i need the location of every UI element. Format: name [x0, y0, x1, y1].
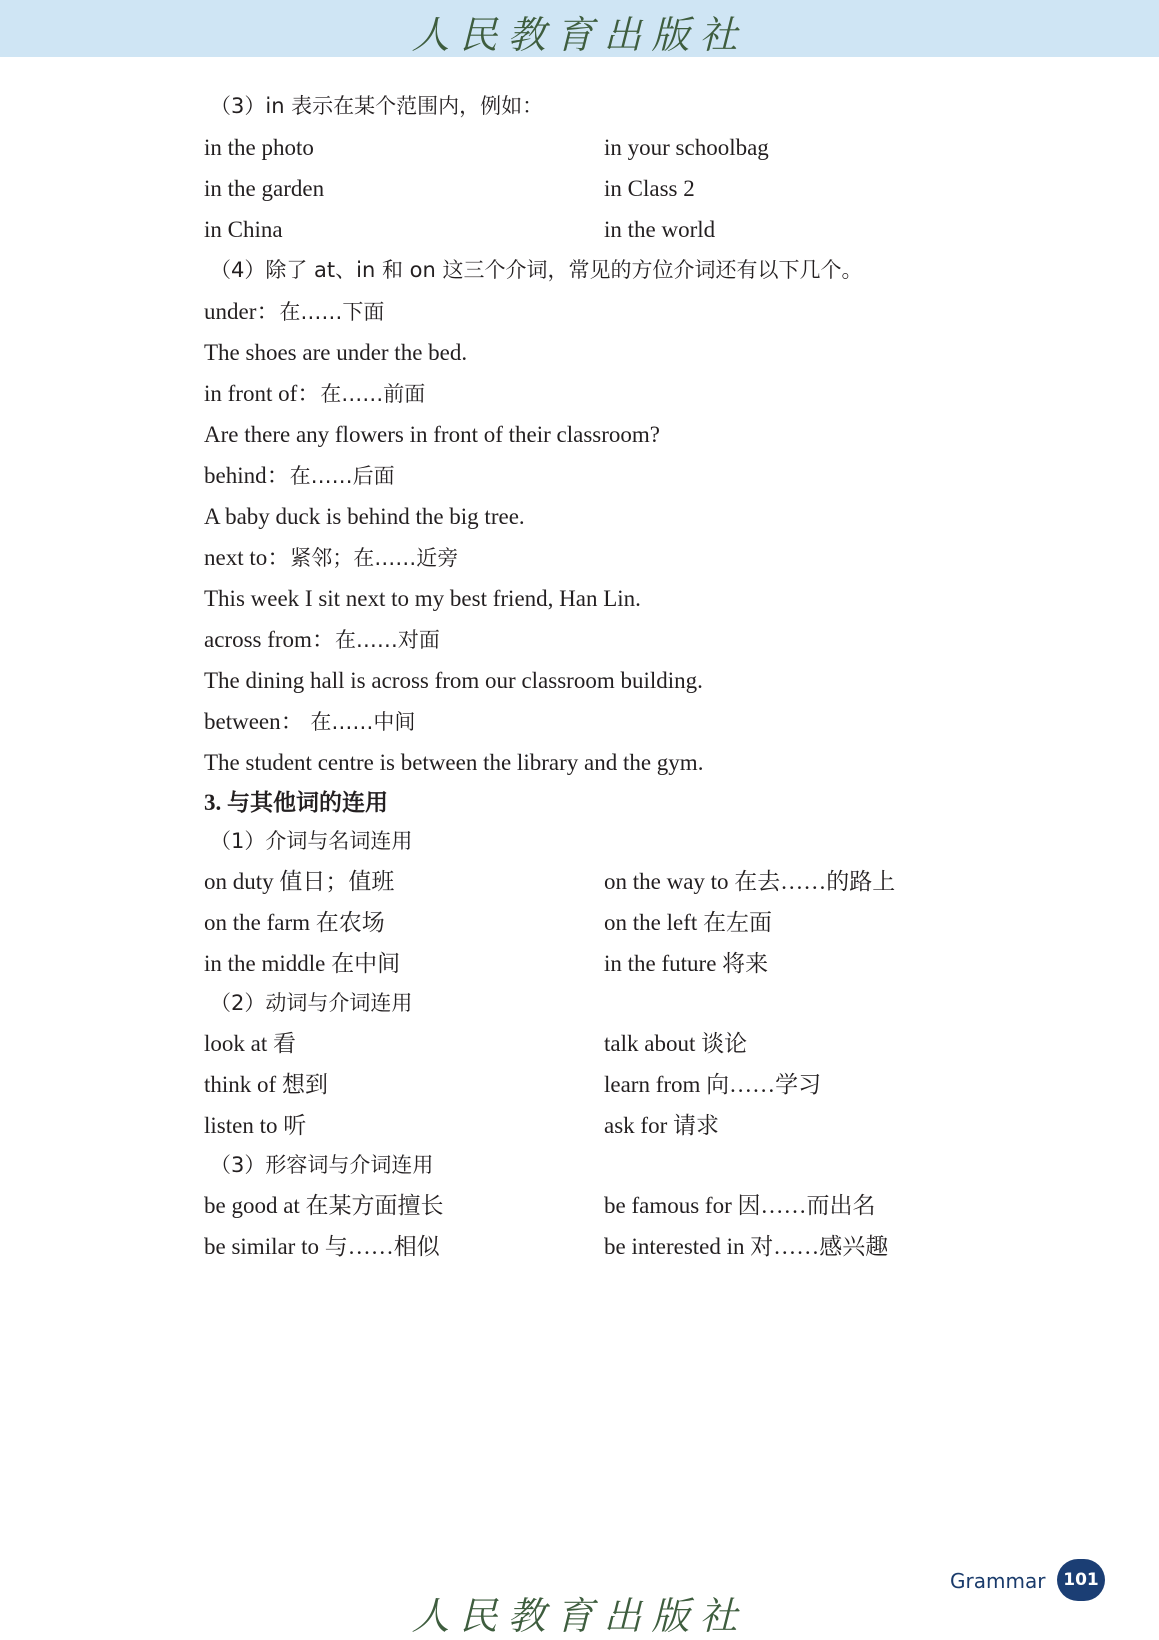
- preposition-definition: [204, 701, 1024, 742]
- preposition-meaning: 在……中间: [303, 710, 416, 734]
- preposition-term: next to：: [204, 545, 291, 570]
- section-heading: 3. 与其他词的连用: [204, 790, 388, 815]
- preposition-term: under：: [204, 299, 280, 324]
- phrase: on the left 在左面: [604, 910, 772, 935]
- phrase-row: [204, 902, 1024, 943]
- preposition-meaning: 在……后面: [289, 464, 395, 488]
- phrase: talk about 谈论: [604, 1031, 748, 1056]
- phrase-row: [204, 168, 1024, 209]
- phrase: be similar to 与……相似: [204, 1234, 440, 1259]
- phrase-row: [204, 1064, 1024, 1105]
- preposition-meaning: 在……下面: [279, 300, 385, 324]
- section-title: （3）in 表示在某个范围内，例如：: [210, 94, 544, 118]
- preposition-meaning: 在……对面: [334, 628, 440, 652]
- preposition-term: behind：: [204, 463, 290, 488]
- phrase-row: [204, 861, 1024, 902]
- phrase: listen to 听: [204, 1113, 307, 1138]
- preposition-definition: [204, 373, 1024, 414]
- preposition-definition: [204, 619, 1024, 660]
- example-sentence: The dining hall is across from our classroom building.: [204, 668, 703, 693]
- preposition-meaning: 紧邻；在……近旁: [290, 546, 459, 570]
- phrase: ask for 请求: [604, 1113, 719, 1138]
- preposition-term: between：: [204, 709, 304, 734]
- phrase: in the world: [604, 217, 716, 242]
- phrase: think of 想到: [204, 1072, 328, 1097]
- phrase: on the way to 在去……的路上: [604, 869, 896, 894]
- subsection-title: （2）动词与介词连用: [210, 991, 413, 1015]
- phrase-row: [204, 127, 1024, 168]
- preposition-term: across from：: [204, 627, 335, 652]
- preposition-definition: [204, 455, 1024, 496]
- phrase-row: [204, 1023, 1024, 1064]
- phrase: learn from 向……学习: [604, 1072, 822, 1097]
- phrase: in the garden: [204, 176, 325, 201]
- example-sentence: Are there any flowers in front of their classroom?: [204, 422, 661, 447]
- example-sentence: The shoes are under the bed.: [204, 340, 468, 365]
- phrase: in the future 将来: [604, 951, 769, 976]
- example-sentence: A baby duck is behind the big tree.: [204, 504, 525, 529]
- preposition-definition: [204, 291, 1024, 332]
- preposition-term: in front of：: [204, 381, 321, 406]
- phrase: be famous for 因……而出名: [604, 1193, 876, 1218]
- preposition-meaning: 在……前面: [320, 382, 426, 406]
- phrase: on the farm 在农场: [204, 910, 385, 935]
- example-sentence: The student centre is between the library and the gym.: [204, 750, 704, 775]
- publisher-logo-top: 人民教育出版社: [411, 13, 748, 57]
- page-content: [204, 86, 1024, 1267]
- phrase: in the photo: [204, 135, 314, 160]
- phrase-row: [204, 1105, 1024, 1146]
- phrase-row: [204, 209, 1024, 250]
- phrase: in your schoolbag: [604, 135, 769, 160]
- subsection-title: （1）介词与名词连用: [210, 829, 413, 853]
- preposition-definition: [204, 537, 1024, 578]
- subsection-title: （3）形容词与介词连用: [210, 1153, 434, 1177]
- phrase: in Class 2: [604, 176, 695, 201]
- phrase: in the middle 在中间: [204, 951, 401, 976]
- example-sentence: This week I sit next to my best friend, Han Lin.: [204, 586, 641, 611]
- phrase: be good at 在某方面擅长: [204, 1193, 444, 1218]
- publisher-logo-bottom: 人民教育出版社: [411, 1594, 748, 1638]
- section-title: （4）除了 at、in 和 on 这三个介词，常见的方位介词还有以下几个。: [210, 258, 863, 282]
- phrase: be interested in 对……感兴趣: [604, 1234, 889, 1259]
- phrase-row: [204, 943, 1024, 984]
- phrase-row: [204, 1185, 1024, 1226]
- footer-section-label: Grammar: [950, 1569, 1046, 1593]
- phrase: on duty 值日；值班: [204, 869, 395, 894]
- phrase: look at 看: [204, 1031, 296, 1056]
- phrase-row: [204, 1226, 1024, 1267]
- phrase: in China: [204, 217, 283, 242]
- page-number-badge: 101: [1057, 1559, 1105, 1601]
